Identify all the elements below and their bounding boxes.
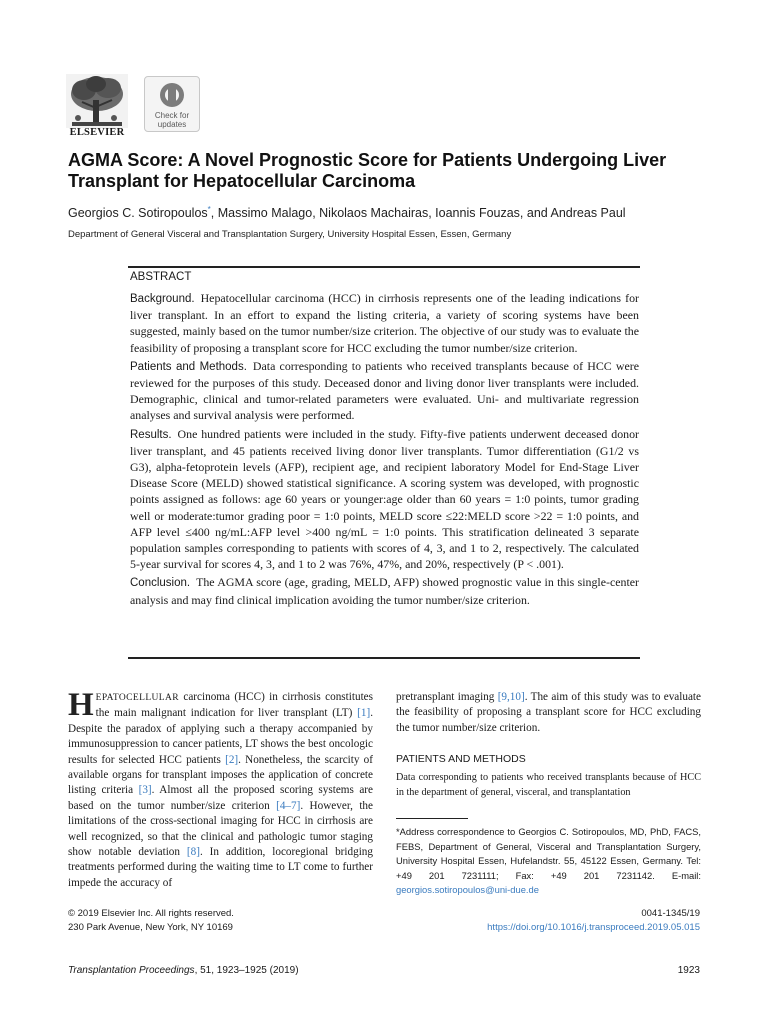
check-for-updates-badge[interactable] xyxy=(144,76,200,132)
email-link[interactable]: georgios.sotiropoulos@uni-due.de xyxy=(396,884,539,895)
methods-paragraph xyxy=(396,771,701,800)
ref-link-3[interactable]: [3] xyxy=(138,784,152,797)
abstract-background xyxy=(130,290,639,356)
publisher-address: 230 Park Avenue, New York, NY 10169 xyxy=(68,921,233,933)
abstract-rule-top xyxy=(128,266,640,268)
doi-block xyxy=(400,907,700,934)
ref-link-5[interactable]: [8] xyxy=(186,846,200,859)
doi-link[interactable]: https://doi.org/10.1016/j.transproceed.2019.05.015 xyxy=(487,921,700,933)
ref-link-2[interactable]: [2] xyxy=(225,753,239,766)
results-label: Results. xyxy=(130,428,172,441)
correspondence-note xyxy=(396,825,701,898)
intro-paragraph xyxy=(68,687,373,891)
journal-volume: , 51, 1923–1925 (2019) xyxy=(194,965,299,976)
copyright-block xyxy=(68,907,368,934)
copyright-line: © 2019 Elsevier Inc. All rights reserved. xyxy=(68,908,234,919)
abstract-results xyxy=(130,426,639,573)
methods-label: Patients and Methods. xyxy=(130,360,247,373)
abstract-rule-bottom xyxy=(128,657,640,659)
footnote-rule xyxy=(396,818,468,819)
intro-continuation xyxy=(396,690,701,736)
ref-link-6[interactable]: [9,10] xyxy=(497,691,525,703)
conclusion-label: Conclusion. xyxy=(130,577,191,590)
author-rest: , Massimo Malago, Nikolaos Machairas, Ioannis Fouzas, and Andreas Paul xyxy=(210,206,626,221)
methods-paragraph-text: Data corresponding to patients who received transplants because of HCC in the department of general, visceral, and transplantation xyxy=(396,772,701,798)
methods-text: Data corresponding to patients who received transplants because of HCC were reviewed for the purposes of this study. Deceased donor and living donor liver transplants were included. Demographic, clinical and tumor-related parameters were evaluated. Uni- and multivariate regression analyses and survival analysis were performed. xyxy=(130,358,639,423)
ref-link-1[interactable]: [1] xyxy=(357,707,371,720)
abstract-methods xyxy=(130,358,639,424)
publisher-name: ELSEVIER xyxy=(69,127,125,138)
background-text: Hepatocellular carcinoma (HCC) in cirrhosis represents one of the leading indications for liver transplant. In an effort to expand the listing criteria, a variety of scoring systems have been suggested, mainly based on the tumor number/size criterion. The objective of our study was to evaluate the feasibility of proposing a transplant score for HCC excluding the tumor number/size criterion. xyxy=(130,291,639,355)
ref-link-4[interactable]: [4–7] xyxy=(276,799,301,812)
journal-citation xyxy=(68,965,299,976)
issn: 0041-1345/19 xyxy=(641,908,700,919)
intro-text-f: . In addition, locoregional bridging treatments performed during the waiting time to LT come to further impede the accuracy of xyxy=(68,846,373,889)
abstract-heading: ABSTRACT xyxy=(130,271,192,283)
bookmark-icon xyxy=(159,82,185,110)
correspondence-mark[interactable]: * xyxy=(207,205,211,214)
page-number: 1923 xyxy=(677,965,700,976)
intro-smallcaps: EPATOCELLULAR xyxy=(95,693,179,703)
conclusion-text: The AGMA score (age, grading, MELD, AFP) showed prognostic value in this single-center analysis and may find clinical implication avoiding the tumor number/size criterion. xyxy=(130,575,639,607)
journal-name: Transplantation Proceedings xyxy=(68,965,195,976)
affiliation: Department of General Visceral and Transplantation Surgery, University Hospital Essen, Essen, Germany xyxy=(68,229,512,240)
results-text: One hundred patients were included in the study. Fifty-five patients underwent deceased donor liver transplant, and 45 patients received living donor liver transplants. Tumor differentiation (G1/2 vs G3), alpha-fetoprotein levels (AFP), recipient age, and recipient laboratory Model for End-Stage Liver Disease Score (MELD) showed statistical significance. A scoring system was developed, with prognostic points assigned as follows: age 60 years or younger:age older than 60 years = 1:0 points, tumor grading well or moderate:tumor grading poor = 1:0 points, MELD score ≤22:MELD score >22 = 1:0 points, and AFP level ≤400 ng/mL:AFP level >400 ng/mL = 1:0 points. This stratification delineated 3 separate population samples corresponding to patients with scores of 4, 3, and 1 to 2, respectively. The calculated 5-year survival for scores 4, 3, and 1 to 2 was 76%, 47%, and 20%, respectively (P < .001). xyxy=(130,426,639,572)
article-title: AGMA Score: A Novel Prognostic Score for Patients Undergoing Liver Transplant for Hepatocellular Carcinoma xyxy=(68,150,667,191)
background-label: Background. xyxy=(130,293,195,305)
badge-line-1: Check for xyxy=(154,111,190,120)
intro-text-b: . Despite the paradox of applying such a therapy accompanied by immunosuppression to cancer patients, LT shows the best oncologic results for selected HCC patients xyxy=(68,707,373,766)
intro-left-column xyxy=(68,687,373,891)
correspondence-text: *Address correspondence to Georgios C. Sotiropoulos, MD, PhD, FACS, FEBS, Department of General, Visceral and Transplantation Surgery, University Hospital Essen, Hufelandstr. 55, 45122 Essen, Germany. Tel: +49 201 7231111; Fax: +49 201 7231142. E-mail: xyxy=(396,826,701,881)
check-for-updates-label xyxy=(145,111,199,129)
badge-line-2: updates xyxy=(157,120,187,129)
author-first[interactable]: Georgios C. Sotiropoulos xyxy=(68,206,208,221)
drop-cap: H xyxy=(68,687,94,723)
intro-right-column xyxy=(396,690,701,736)
section-heading-methods: PATIENTS AND METHODS xyxy=(396,753,526,765)
right-text-b: . The aim of this study was to evaluate the feasibility of proposing a transplant score for HCC excluding the tumor number/size criterion. xyxy=(396,691,702,734)
intro-text-a: carcinoma (HCC) in cirrhosis constitutes the main malignant indication for liver transplant (LT) xyxy=(95,691,373,720)
intro-text-c: . Nonetheless, the scarcity of available organs for transplant imposes the application of concrete listing criteria xyxy=(68,753,373,797)
abstract-conclusion xyxy=(130,574,639,607)
author-list xyxy=(68,205,708,220)
intro-text-d: . Almost all the proposed scoring systems are based on the tumor number/size criterion xyxy=(68,784,373,812)
abstract-body xyxy=(130,290,639,610)
right-text-a: pretransplant imaging xyxy=(396,691,498,703)
intro-text-e: . However, the limitations of the cross-sectional imaging for HCC in cirrhosis are well recognized, so that the clinical and pathologic tumor staging show notable deviation xyxy=(68,799,373,859)
